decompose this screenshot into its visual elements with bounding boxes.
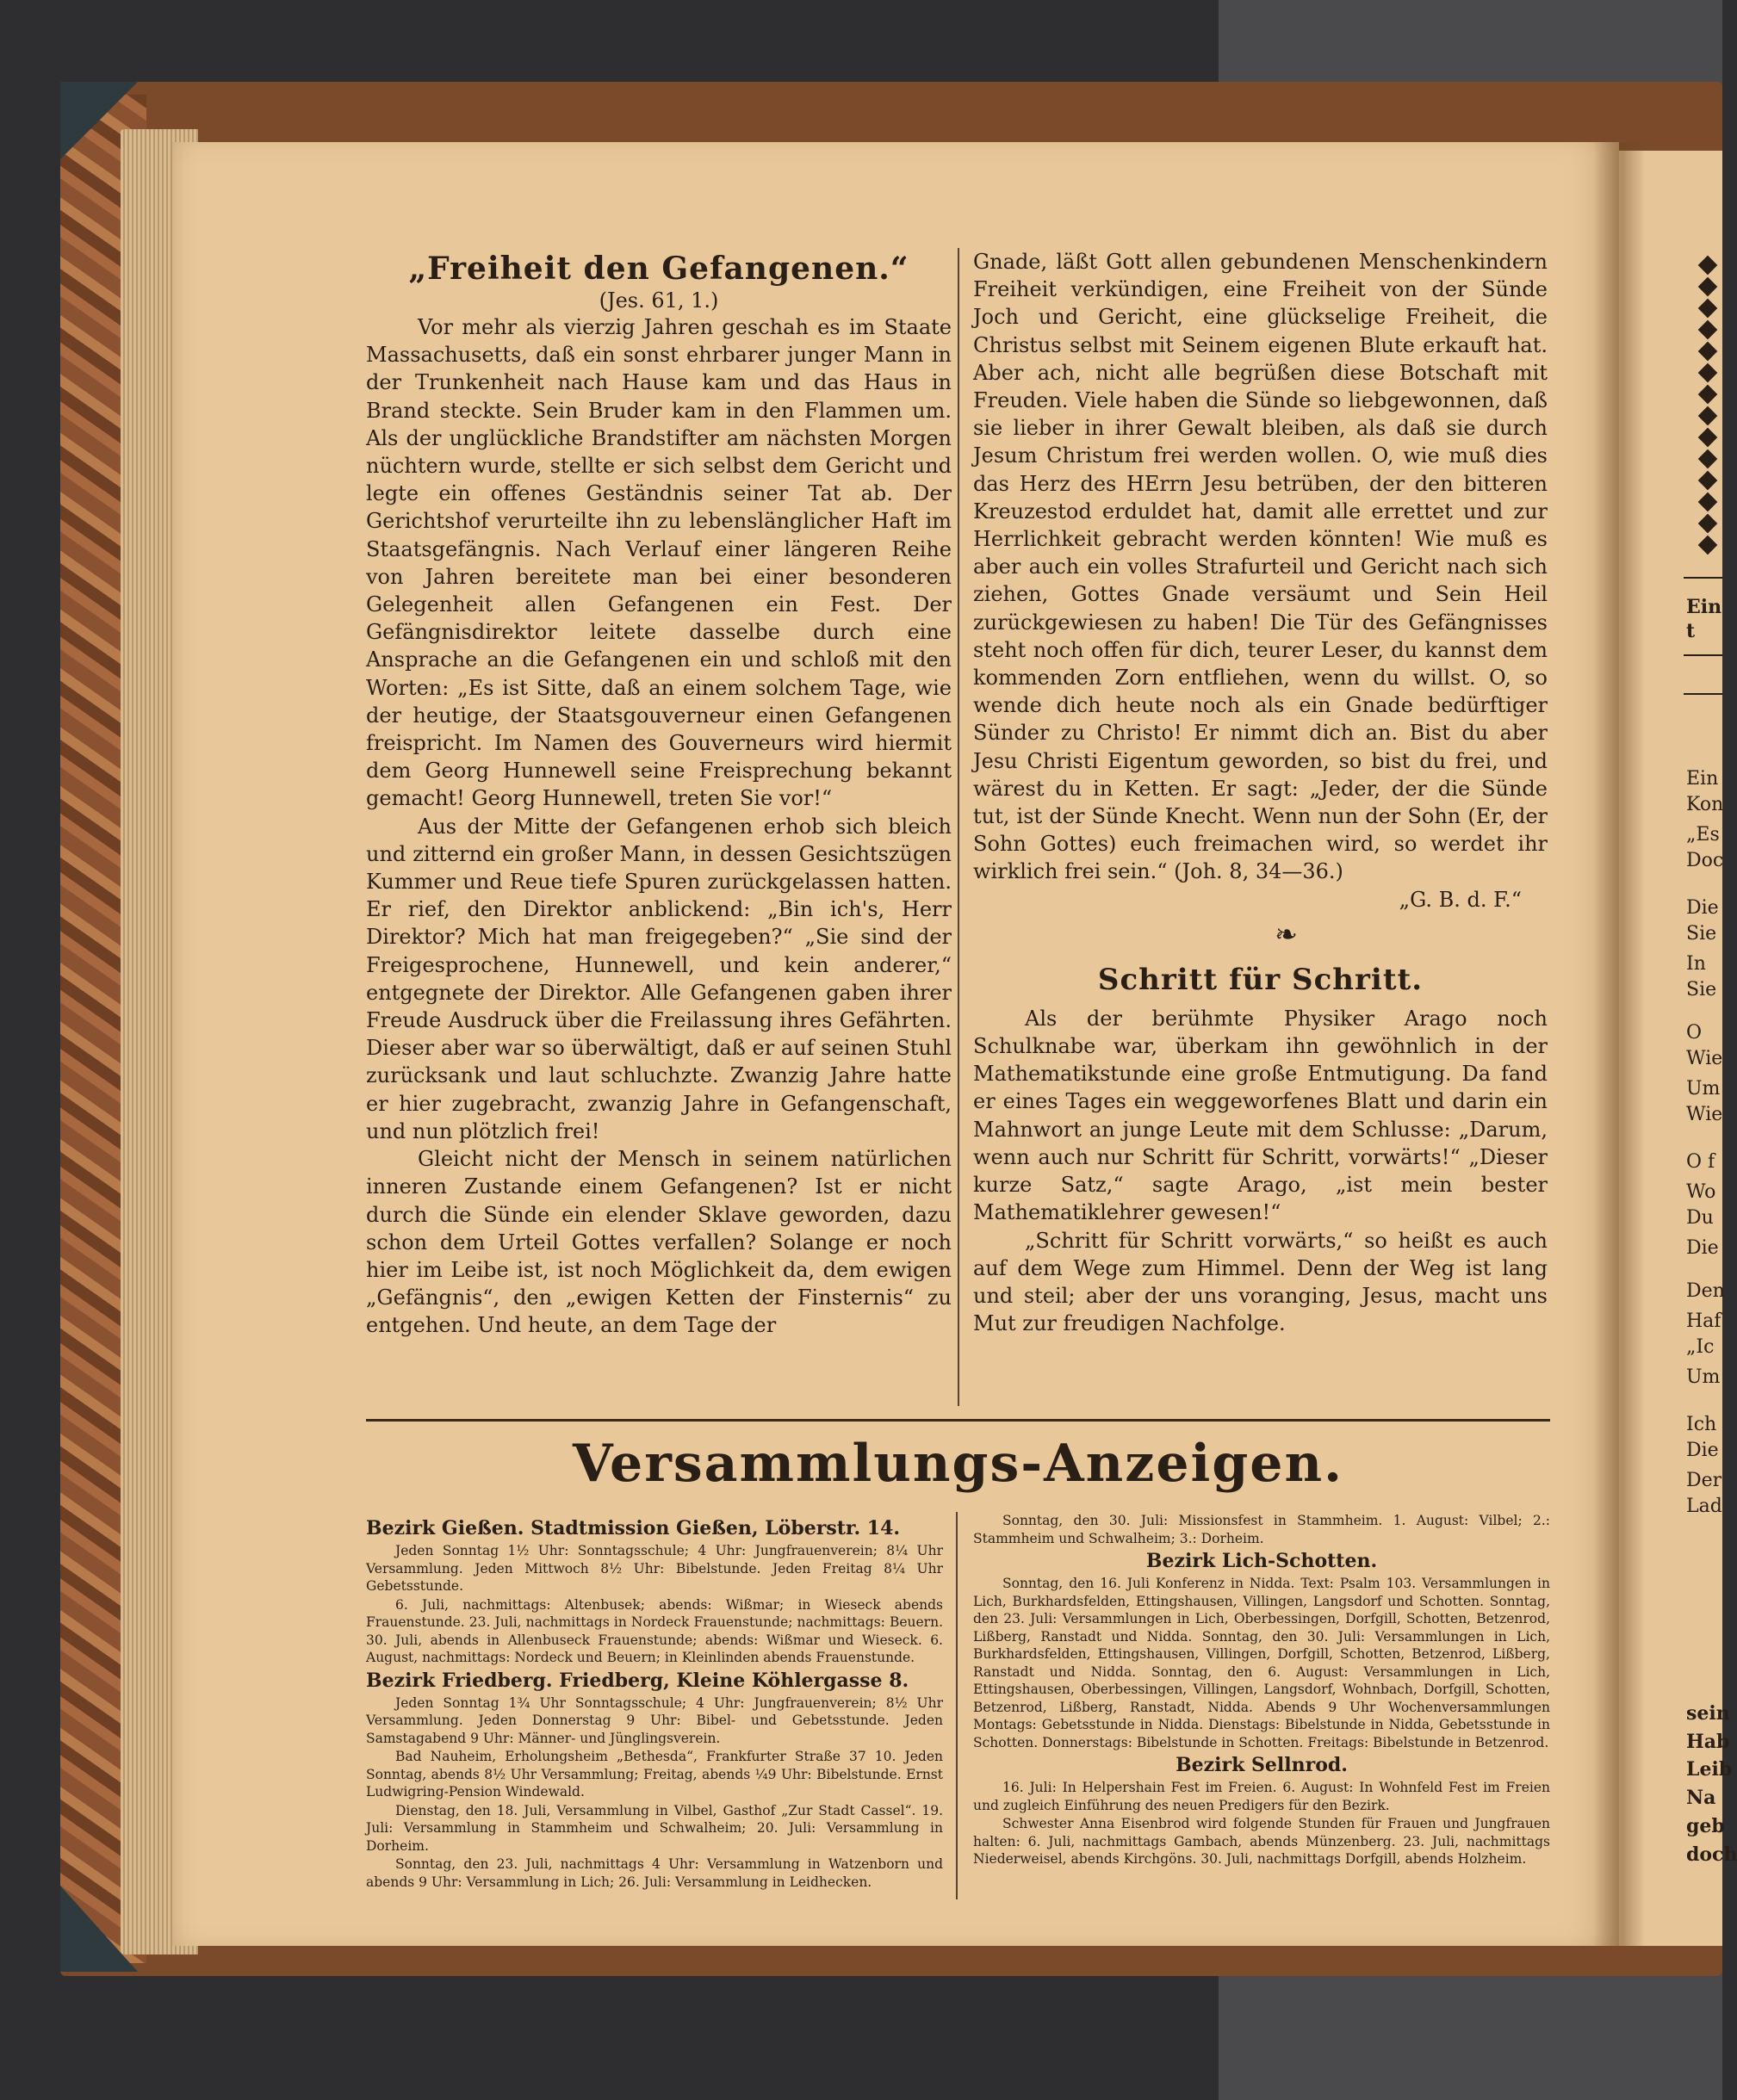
column-divider bbox=[958, 248, 959, 1406]
adjacent-rule bbox=[1684, 577, 1722, 579]
adjacent-line: „Ic bbox=[1686, 1336, 1715, 1358]
adjacent-line: Doc bbox=[1686, 850, 1724, 871]
adjacent-line: Der bbox=[1686, 1470, 1722, 1491]
article-column-left bbox=[366, 250, 952, 1340]
page-gutter bbox=[1593, 142, 1645, 1946]
adjacent-line: Leib bbox=[1686, 1758, 1733, 1781]
adjacent-line: Na bbox=[1686, 1787, 1716, 1809]
adjacent-line: Wie bbox=[1686, 1048, 1723, 1069]
adjacent-line: Hab bbox=[1686, 1731, 1730, 1753]
announcements-left bbox=[366, 1515, 943, 1892]
adjacent-line: In bbox=[1686, 953, 1706, 975]
adjacent-line: sein bbox=[1686, 1702, 1730, 1725]
announcement-text: Bad Nauheim, Erholungsheim „Bethesda“, Frankfurter Straße 37 10. Jeden Sonntag, abends 8½ Uhr Versammlung; Freitag, abends ¼9 Uhr: Bibelstunde. Ernst Ludwigring-Pension Windewald. bbox=[366, 1749, 943, 1800]
article-reference: (Jes. 61, 1.) bbox=[599, 288, 719, 313]
adjacent-line: O bbox=[1686, 1022, 1703, 1044]
adjacent-line: doch bbox=[1686, 1843, 1737, 1866]
announcement-text: Sonntag, den 16. Juli Konferenz in Nidda. Text: Psalm 103. Versammlungen in Lich, Burkhardsfelden, Ettingshausen, Villingen, Langsdorf und Schotten. Sonntag, den 23. Juli: Versammlungen in Lich, Oberbessingen, Dorfgill, Schotten, Betzenrod, Lißberg, Ranstadt und Nidda. Sonntag, den 30. Juli: Versammlungen in Lich, Burkhardsfelden, Ettingshausen, Villingen, Dorfgill, Schotten, Betzenrod, Lißberg, Ranstadt und Nidda. Sonntag, den 6. August: Versammlungen in Lich, Ettingshausen, Oberbessingen, Villingen, Langsdorf, Wohnbach, Dorfgill, Schotten, Betzenrod, Lißberg, Ranstadt, Nidda. Abends 9 Uhr Wochenversammlungen Montags: Gebetsstunde in Nidda. Dienstags: Bibelstunde in Nidda, Gebetsstunde in Schotten. Donnerstags: Bibelstunde in Schotten. Freitags: Bibelstunde in Betzenrod. bbox=[973, 1576, 1550, 1750]
adjacent-line: Wo bbox=[1686, 1181, 1716, 1203]
adjacent-line: Sie bbox=[1686, 923, 1717, 945]
adjacent-line: Wie bbox=[1686, 1104, 1723, 1125]
adjacent-line: Du bbox=[1686, 1207, 1714, 1229]
announcement-text: Dienstag, den 18. Juli, Versammlung in Vilbel, Gasthof „Zur Stadt Cassel“. 19. Juli: Versammlung in Stammheim und Schwalheim; 20. Juli: Versammlung in Dorheim. bbox=[366, 1802, 943, 1854]
announcement-text: Schwester Anna Eisenbrod wird folgende Stunden für Frauen und Jungfrauen halten: 6. Juli, nachmittags Gambach, abends Münzenberg. 23. Juli, nachmittags Niederweisel, abends Kirchgöns. 30. Juli, nachmittags Dorfgill, abends Holzheim. bbox=[973, 1816, 1550, 1867]
adjacent-line: Den bbox=[1686, 1280, 1725, 1302]
article2-title: Schritt für Schritt. bbox=[1097, 962, 1424, 997]
article-column-right bbox=[973, 248, 1548, 1337]
district-heading: Bezirk Friedberg. Friedberg, Kleine Köhlergasse 8. bbox=[366, 1669, 909, 1692]
adjacent-rule bbox=[1684, 693, 1722, 695]
announcement-text: Jeden Sonntag 1¾ Uhr Sonntagsschule; 4 Uhr: Jungfrauenverein; 8½ Uhr Versammlung. Jeden Donnerstag 9 Uhr: Bibel- und Gebetsstunde. Jeden Samstagabend 9 Uhr: Männer- und Jünglingsverein. bbox=[366, 1694, 943, 1746]
adjacent-line: geb bbox=[1686, 1815, 1725, 1837]
adjacent-line: Um bbox=[1686, 1078, 1721, 1100]
article-continuation: Gnade, läßt Gott allen gebundenen Menschenkindern Freiheit verkündigen, eine Freiheit von der Sünde Joch und Gericht, eine glückselige Freiheit, die Christus selbst mit Seinem eigenen Blute erkauft hat. Aber ach, nicht alle begrüßen diese Botschaft mit Freuden. Viele haben die Sünde so liebgewonnen, daß sie lieber in ihrer Gewalt bleiben, als daß sie durch Jesum Christum frei werden wollen. O, wie muß dies das Herz des HErrn Jesu betrüben, der den bitteren Kreuzestod erduldet hat, damit alle errettet und zur Herrlichkeit gebracht werden könnten! Wie muß es aber auch ein volles Strafurteil und Gericht nach sich ziehen, Gottes Gnade versäumt und Sein Heil zurückgewiesen zu haben! Die Tür des Gefängnisses steht noch offen für dich, teurer Leser, du kannst dem kommenden Zorn entfliehen, wenn du willst. O, so wende dich heute noch als ein Gnade bedürftiger Sünder zu Christo! Er nimmt dich an. Bist du aber Jesu Christi Eigentum geworden, so bist du frei, und wärest du in Ketten. Er sagt: „Jeder, der die Sünde tut, ist der Sünde Knecht. Wenn nun der Sohn (Er, der Sohn Gottes) euch freimachen wird, so werdet ihr wirklich frei sein.“ (Joh. 8, 34—36.) bbox=[973, 250, 1548, 884]
article-paragraph: Vor mehr als vierzig Jahren geschah es im Staate Massachusetts, daß ein sonst ehrbarer junger Mann in der Trunkenheit nach Hause kam und das Haus in Brand steckte. Sein Bruder kam in den Flammen um. Als der unglückliche Brandstifter am nächsten Morgen nüchtern wurde, stellte er sich selbst dem Gericht und legte ein offenes Geständnis seiner Tat ab. Der Gerichtshof verurteilte ihn zu lebenslänglicher Haft im Staatsgefängnis. Nach Verlauf einer längeren Reihe von Jahren bereitete man bei einer besonderen Gelegenheit allen Gefangenen ein Fest. Der Gefängnisdirektor leitete dasselbe durch eine Ansprache an die Gefangenen ein und schloß mit den Worten: „Es ist Sitte, daß an einem solchem Tage, wie der heutige, der Staatsgouverneur einen Gefangenen freispricht. Im Namen des Gouverneurs wird hiermit dem Georg Hunnewell seine Freisprechung bekannt gemacht! Georg Hunnewell, treten Sie vor!“ bbox=[366, 315, 952, 811]
adjacent-line: Kon bbox=[1686, 794, 1724, 815]
adjacent-line: O f bbox=[1686, 1151, 1715, 1173]
announcement-text: 6. Juli, nachmittags: Altenbusek; abends: Wißmar; in Wieseck abends Frauenstunde. 23. Juli, nachmittags in Nordeck Frauenstunde; nachmittags: Beuern. 30. Juli, abends in Allenbuseck Frauenstunde; abends: Wißmar und Wieseck. 6. August, nachmittags: Nordeck und Beuern; in Kleinlinden abends Frauenstunde. bbox=[366, 1596, 943, 1665]
article-title: „Freiheit den Gefangenen.“ bbox=[408, 251, 909, 287]
adjacent-line: „Es bbox=[1686, 824, 1720, 846]
article-paragraph: Aus der Mitte der Gefangenen erhob sich bleich und zitternd ein großer Mann, in dessen Gesichtszügen Kummer und Reue tiefe Spuren zurückgelassen hatten. Er rief, den Direktor anblickend: „Bin ich's, Herr Direktor? Mich hat man freigegeben?“ „Sie sind der Freigesprochene, Hunnewell, und kein anderer,“ entgegnete der Direktor. Alle Gefangenen gaben ihrer Freude Ausdruck über die Freilassung ihres Gefährten. Dieser aber war so überwältigt, daß er auf seinen Stuhl zurücksank und laut schluchzte. Zwanzig Jahre hatte er hier zugebracht, zwanzig Jahre in Gefangenschaft, und nun plötzlich frei! bbox=[366, 814, 952, 1143]
adjacent-line: Die bbox=[1686, 897, 1719, 919]
district-heading: Bezirk Gießen. Stadtmission Gießen, Löberstr. 14. bbox=[366, 1517, 901, 1539]
adjacent-line: Um bbox=[1686, 1366, 1721, 1388]
adjacent-line: Die bbox=[1686, 1440, 1719, 1461]
announcements-right bbox=[973, 1512, 1550, 1869]
ornament-icon: ❧ bbox=[1275, 917, 1298, 951]
announcements-heading: Versammlungs-Anzeigen. bbox=[573, 1434, 1343, 1494]
announcement-text: 16. Juli: In Helpershain Fest im Freien. 6. August: In Wohnfeld Fest im Freien und zugleich Einführung des neuen Predigers für den Bezirk. bbox=[973, 1780, 1550, 1813]
article-paragraph: Gleicht nicht der Mensch in seinem natürlichen inneren Zustande einem Gefangenen? Ist er nicht durch die Sünde ein elender Sklave geworden, dazu schon dem Urteil Gottes verfallen? Solange er noch hier im Leibe ist, ist noch Möglichkeit da, dem ewigen „Gefängnis“, den „ewigen Ketten der Finsternis“ zu entgehen. Und heute, an dem Tage der bbox=[366, 1147, 952, 1338]
adjacent-label: Ein bbox=[1686, 596, 1722, 618]
district-heading: Bezirk Lich-Schotten. bbox=[1145, 1550, 1378, 1572]
adjacent-line: Sie bbox=[1686, 979, 1717, 1000]
district-heading: Bezirk Sellnrod. bbox=[1176, 1754, 1348, 1776]
adjacent-line: Haf bbox=[1686, 1310, 1721, 1332]
article2-paragraph: „Schritt für Schritt vorwärts,“ so heißt es auch auf dem Wege zum Himmel. Denn der Weg ist lang und steil; aber der uns voranging, Jesus, macht uns Mut zur freudigen Nachfolge. bbox=[973, 1228, 1548, 1336]
adjacent-line: Lad bbox=[1686, 1496, 1722, 1517]
announcement-text: Jeden Sonntag 1½ Uhr: Sonntagsschule; 4 Uhr: Jungfrauenverein; 8¼ Uhr Versammlung. Jeden Mittwoch 8½ Uhr: Bibelstunde. Jeden Freitag 8¼ Uhr Gebetsstunde. bbox=[366, 1543, 943, 1594]
adjacent-rule bbox=[1684, 654, 1722, 656]
article-signature: „G. B. d. F.“ bbox=[1399, 887, 1522, 912]
adjacent-line: Ein bbox=[1686, 768, 1719, 790]
column-divider bbox=[956, 1512, 958, 1899]
adjacent-line: Ich bbox=[1686, 1414, 1717, 1435]
announcement-text: Sonntag, den 30. Juli: Missionsfest in Stammheim. 1. August: Vilbel; 2.: Stammheim und Schwalheim; 3.: Dorheim. bbox=[973, 1513, 1550, 1546]
article2-paragraph: Als der berühmte Physiker Arago noch Schulknabe war, überkam ihn gewöhnlich in der Mathematikstunde eine große Entmutigung. Da fand er eines Tages ein weggeworfenes Blatt und darin ein Mahnwort an junge Leute mit dem Schlusse: „Darum, wenn auch nur Schritt für Schritt, vorwärts!“ „Dieser kurze Satz,“ sagte Arago, „ist mein bester Mathematiklehrer gewesen!“ bbox=[973, 1006, 1548, 1225]
adjacent-line: Die bbox=[1686, 1237, 1719, 1259]
announcement-text: Sonntag, den 23. Juli, nachmittags 4 Uhr: Versammlung in Watzenborn und abends 9 Uhr: Versammlung in Lich; 26. Juli: Versammlung in Leidhecken. bbox=[366, 1856, 943, 1890]
adjacent-label: t bbox=[1686, 620, 1696, 642]
